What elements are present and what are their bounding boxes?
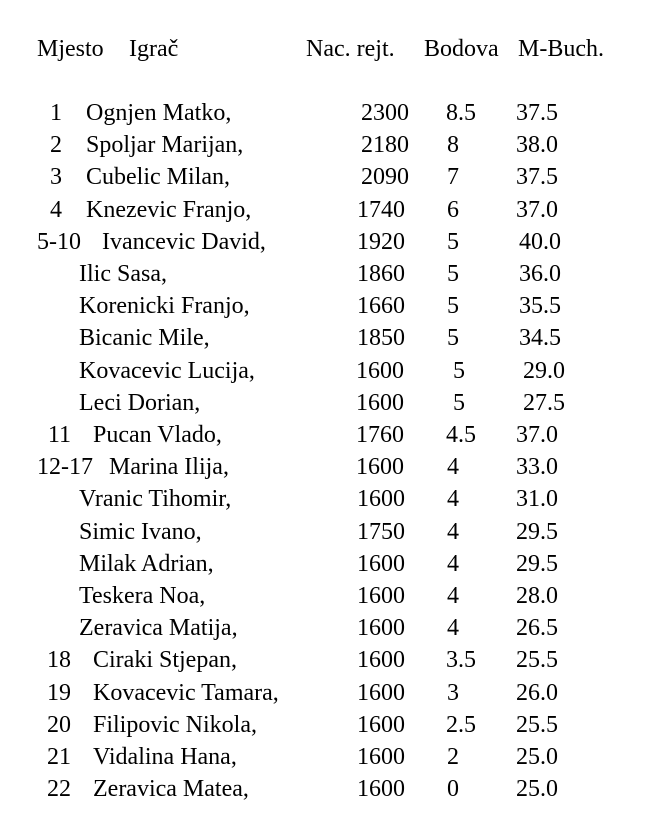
buchholz-cell: 37.0 [516,196,558,223]
points-cell: 4.5 [446,422,476,448]
player-name: Korenicki Franjo, [79,293,250,320]
points-cell: 4 [447,486,459,513]
header-player: Igrač [129,36,179,62]
points-cell: 3.5 [446,647,476,674]
points-cell: 2 [447,744,459,770]
player-name: Ivancevic David, [102,228,266,255]
buchholz-cell: 36.0 [519,261,561,287]
points-cell: 2.5 [446,711,476,738]
place-cell: 22 [47,776,71,803]
points-cell: 5 [447,261,459,287]
player-name: Zeravica Matea, [93,776,249,803]
player-name: Pucan Vlado, [93,422,222,448]
rating-cell: 1600 [357,550,405,577]
buchholz-cell: 25.5 [516,711,558,738]
buchholz-cell: 33.0 [516,454,558,481]
player-name: Ilic Sasa, [79,261,167,287]
player-name: Bicanic Mile, [79,325,210,352]
rating-cell: 1850 [357,325,405,352]
buchholz-cell: 26.0 [516,679,558,706]
rating-cell: 1600 [356,454,404,481]
rating-cell: 1740 [357,196,405,223]
buchholz-cell: 34.5 [519,325,561,352]
place-cell: 20 [47,711,71,738]
buchholz-cell: 25.5 [516,647,558,674]
place-cell: 2 [50,132,62,159]
points-cell: 8 [447,132,459,159]
rating-cell: 1600 [357,776,405,803]
rating-cell: 1600 [357,486,405,513]
buchholz-cell: 38.0 [516,132,558,159]
rating-cell: 2180 [361,132,409,159]
place-cell: 21 [47,744,71,770]
points-cell: 4 [447,518,459,545]
rating-cell: 1600 [357,647,405,674]
points-cell: 4 [447,583,459,609]
place-cell: 19 [47,679,71,706]
points-cell: 5 [453,357,465,384]
buchholz-cell: 29.5 [516,550,558,577]
buchholz-cell: 28.0 [516,583,558,609]
buchholz-cell: 29.5 [516,518,558,545]
place-cell: 11 [47,422,71,448]
rating-cell: 1600 [356,389,404,416]
rating-cell: 1920 [357,228,405,255]
player-name: Kovacevic Tamara, [93,679,279,706]
rating-cell: 1600 [357,615,405,642]
player-name: Zeravica Matija, [79,615,238,642]
rating-cell: 1760 [356,422,404,448]
buchholz-cell: 29.0 [523,357,565,384]
buchholz-cell: 37.0 [516,422,558,448]
player-name: Kovacevic Lucija, [79,357,255,384]
player-name: Knezevic Franjo, [86,196,252,223]
rating-cell: 1600 [357,744,405,770]
points-cell: 7 [447,164,459,191]
player-name: Filipovic Nikola, [93,711,257,738]
rating-cell: 1600 [357,583,405,609]
place-cell: 5-10 [37,228,81,255]
buchholz-cell: 40.0 [519,228,561,255]
header-place: Mjesto [37,36,104,62]
header-rating: Nac. rejt. [306,36,395,62]
rating-cell: 2300 [361,100,409,126]
buchholz-cell: 31.0 [516,486,558,513]
buchholz-cell: 27.5 [523,389,565,416]
rating-cell: 1860 [357,261,405,287]
player-name: Ciraki Stjepan, [93,647,237,674]
points-cell: 3 [447,679,459,706]
player-name: Vidalina Hana, [93,744,237,770]
points-cell: 0 [447,776,459,803]
place-cell: 12-17 [37,454,93,481]
rating-cell: 1600 [357,711,405,738]
player-name: Simic Ivano, [79,518,202,545]
player-name: Milak Adrian, [79,550,214,577]
rating-cell: 1660 [357,293,405,320]
points-cell: 5 [447,228,459,255]
buchholz-cell: 37.5 [516,164,558,191]
points-cell: 5 [447,293,459,320]
place-cell: 1 [50,100,62,126]
buchholz-cell: 37.5 [516,100,558,126]
points-cell: 5 [447,325,459,352]
place-cell: 4 [50,196,62,223]
buchholz-cell: 25.0 [516,744,558,770]
place-cell: 18 [47,647,71,674]
header-points: Bodova [424,36,499,62]
points-cell: 8.5 [446,100,476,126]
buchholz-cell: 25.0 [516,776,558,803]
rating-cell: 2090 [361,164,409,191]
player-name: Cubelic Milan, [86,164,230,191]
points-cell: 6 [447,196,459,223]
player-name: Spoljar Marijan, [86,132,244,159]
buchholz-cell: 26.5 [516,615,558,642]
place-cell: 3 [50,164,62,191]
player-name: Ognjen Matko, [86,100,232,126]
rating-cell: 1600 [357,679,405,706]
points-cell: 4 [447,615,459,642]
player-name: Marina Ilija, [109,454,229,481]
points-cell: 5 [453,389,465,416]
player-name: Teskera Noa, [79,583,206,609]
player-name: Vranic Tihomir, [79,486,232,513]
player-name: Leci Dorian, [79,389,201,416]
points-cell: 4 [447,454,459,481]
rating-cell: 1600 [356,357,404,384]
buchholz-cell: 35.5 [519,293,561,320]
points-cell: 4 [447,550,459,577]
rating-cell: 1750 [357,518,405,545]
header-buchholz: M-Buch. [518,36,604,62]
